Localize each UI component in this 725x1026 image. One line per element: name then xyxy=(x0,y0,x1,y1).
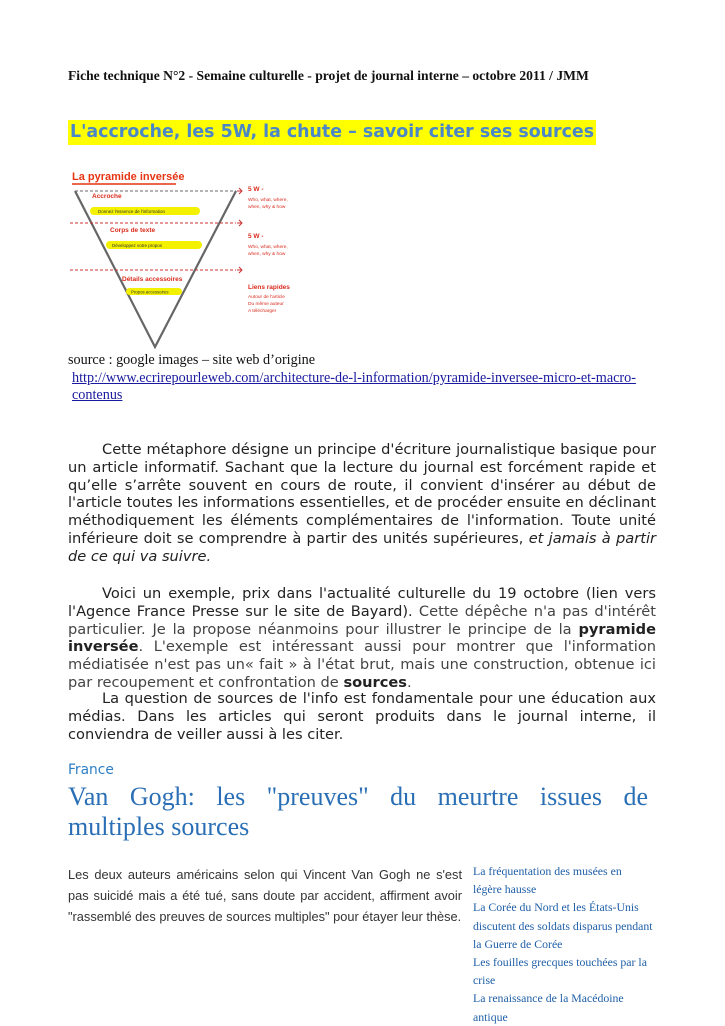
paragraph-example-d: . xyxy=(406,673,412,691)
level-label-details: Détails accessoires xyxy=(122,276,183,283)
figure-caption: source : google images – site web d’origine xyxy=(68,352,316,368)
level-label-corps: Corps de texte xyxy=(110,227,156,234)
level-bar-text-details: Propos accessoires xyxy=(131,289,169,295)
paragraph-sources-text: La question de sources de l'info est fondamentale pour une éducation aux médias. Dans les articles qui seront produits dans le journal interne, il conviendra de veiller aussi à les citer. xyxy=(68,690,656,743)
figure-title: La pyramide inversée xyxy=(72,171,185,183)
article-title-line1: Van Gogh: les "preuves" du meurtre issues de xyxy=(68,782,648,811)
paragraph-example-a: Voici un exemple, prix dans l'actualité culturelle du 19 octobre (lien vers l'Agence France Presse sur le site de Bayard). xyxy=(68,585,656,620)
side-line-3a: Autour de l'article xyxy=(248,295,285,300)
related-link[interactable]: Les fouilles grecques touchées par la crise xyxy=(473,955,647,988)
side-line-1a: Who, what, where, xyxy=(248,198,288,203)
side-line-3c: A télécharger xyxy=(248,309,277,314)
level-bar-text-corps: Développez votre propos xyxy=(112,243,163,248)
page-headline: L'accroche, les 5W, la chute – savoir citer ses sources xyxy=(68,120,596,145)
inverted-pyramid-figure xyxy=(70,167,315,349)
side-title-3: Liens rapides xyxy=(248,284,290,291)
level-bar-text-accroche: Donnez l'essence de l'information xyxy=(98,209,166,214)
paragraph-metaphor xyxy=(68,441,656,566)
side-title-1: 5 W - xyxy=(248,186,264,193)
side-line-2b: when, why & how xyxy=(248,252,286,257)
paragraph-sources xyxy=(68,690,656,743)
side-line-3b: Du même auteur xyxy=(248,302,284,307)
paragraph-example xyxy=(68,585,656,692)
paragraph-example-c: . L'exemple est intéressant aussi pour montrer que l'information médiatisée n'est pas un« fait » à l'état brut, mais une construction, obtenue ici par recoupement et confrontation de xyxy=(68,638,656,691)
article-section-label[interactable]: France xyxy=(68,762,114,778)
paragraph-example-bold-pyramide: pyramide inversée xyxy=(68,620,656,656)
related-link[interactable]: La Corée du Nord et les États-Unis discutent des soldats disparus pendant la Guerre de Corée xyxy=(473,900,653,951)
level-label-accroche: Accroche xyxy=(92,193,122,200)
related-link[interactable]: La fréquentation des musées en légère hausse xyxy=(473,864,622,897)
paragraph-metaphor-italic: et jamais à partir de ce qui va suivre. xyxy=(68,529,656,565)
paragraph-metaphor-text: Cette métaphore désigne un principe d'écriture journalistique basique pour un article informatif. Sachant que la lecture du journal est forcément rapide et qu’elle s’arrête souvent en cours de route, il convient d'insérer au début de l'article toutes les informations essentielles, et de procéder ensuite en déclinant méthodiquement les éléments complémentaires de l'information. Toute unité inférieure doit se comprendre à partir des unités supérieures, xyxy=(68,441,656,547)
related-links xyxy=(473,862,653,1026)
article-title xyxy=(68,782,648,842)
arrow-2 xyxy=(237,220,242,226)
arrow-3 xyxy=(237,267,242,273)
document-header: Fiche technique N°2 - Semaine culturelle - projet de journal interne – octobre 2011 / JMM xyxy=(68,68,589,83)
paragraph-example-bold-sources: sources xyxy=(343,673,407,691)
arrow-1 xyxy=(237,188,242,194)
paragraph-example-b: Cette dépêche n'a pas d'intérêt particulier. Je la propose néanmoins pour illustrer le principe de la xyxy=(68,602,656,638)
side-title-2: 5 W - xyxy=(248,233,264,240)
side-line-2a: Who, what, where, xyxy=(248,245,288,250)
article-title-line2: multiples sources xyxy=(68,812,250,841)
source-link[interactable]: http://www.ecrirepourleweb.com/architecture-de-l-information/pyramide-inversee-micro-et-macro-contenus xyxy=(72,370,636,403)
article-body: Les deux auteurs américains selon qui Vincent Van Gogh ne s'est pas suicidé mais a été tué, sans doute par accident, affirment avoir "rassemblé des preuves de sources multiples" pour étayer leur thèse. xyxy=(68,867,462,924)
related-link[interactable]: La renaissance de la Macédoine antique xyxy=(473,991,624,1024)
side-line-1b: when, why & how xyxy=(248,205,286,210)
